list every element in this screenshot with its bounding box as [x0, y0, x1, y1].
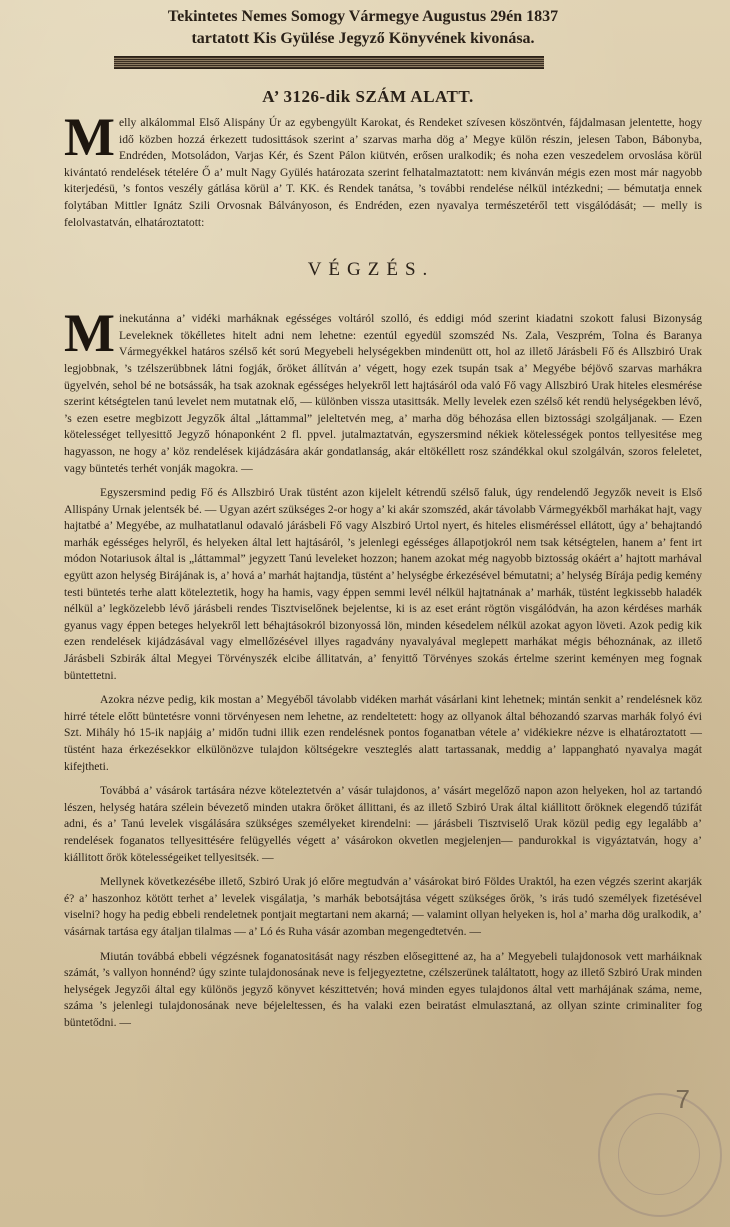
case-number: A’ 3126-dik SZÁM ALATT.	[262, 87, 474, 106]
header-ornament-rule	[114, 56, 544, 69]
document-header	[24, 6, 702, 50]
intro-dropcap: M	[64, 107, 115, 167]
paragraph-6: Miután továbbá ebbeli végzésnek foganatositását nagy részben elősegittené az, ha a’ Megyebeli tulajdonosok vett marháiknak számát, ’s vallyon honnénd? úgy szinte tulajdonosának neve is feljegyeztetne, czélszerünek találtatott, hogy az illető Szbiró Urak minden helységek Jegyzői által egy különös jegyző könyvet készittetvén; hová minden egyes tulajdonos által vett marhájának száma, neme, száma ’s jelenlegi tulajdonosának neve béjeleltessen, és ha valaki ezen beiratást elmulasztaná, az ollyan szinte criminaliter fog büntetődni. —	[64, 949, 702, 1029]
decision-text: inekutánna a’ vidéki marháknak egésséges voltáról szolló, és eddigi mód szerint kiadatni szokott falusi Bizonyság Leveleknek tökélletes hitelt adni nem lehetne: ezentúl egyedül szomszéd Ns. Zala, Veszprém, Tolna és Baranya Vármegyékkel határos szélső két sorú Megyebeli helységekben mindenütt ott, hol az illető Járásbeli Fő és Allszbiró Urak legjobbnak, ’s tzélszerübbnek látni fogják, őröket állítván a’ végett, hogy ezek tsupán tsak a’ Megyébe béjövő szarvas marhákra ügyelvén, sehol bé ne botsássák, ha tsak azoknak egésséges helyekről lett hajtásáról oda való Fő vagy Allszbiró Urak hiteles elesmérése szerint kétségtelen tanú levelet nem mutatnak elő, — különben vissza utasittsák. Melly levelek ezen szélső két rendü helységekben lévő, ’s ezen esetre megbizott Jegyzők által „láttammal” jeleltetvén meg, a’ marha dög béhozása ellen biztossági szolgáljanak. — Ezen kötelességet tellyesittő Jegyző hónaponként 2 fl. ppvel. jutalmaztatván, egyszersmind nékiek kötelességek pontos tellyesitése meg hagyasson, ne hogy a’ köz rendelések kijádzására akár gondatlanság, akár eltökéllett rosz szándékkal okul szolgálván, szoros feleletet, vagy büntetés terhét vonják magokra. —	[64, 312, 702, 475]
library-stamp	[598, 1093, 722, 1217]
paragraph-5: Mellynek következésébe illető, Szbiró Urak jó előre megtudván a’ vásárokat biró Földes Uraktól, ha ezen végzés szerint akarják é? a’ haszonhoz kötött terhet a’ levelek visgálatja, ’s marhák bebotsájtása végett szükséges őrök, ’s irás tudó személyek fizetésével viselni? hogy ha pedig ebbeli rendeletnek pontjait megtartani nem akarná; — valamint ollyan helyeken is, hol a’ marha dög uralkodik, a’ vásárnak tartása egy átaljan tilalmas — a’ Ló és Ruha vásár azomban megengedtetvén. —	[64, 875, 702, 938]
paragraph-2: Egyszersmind pedig Fő és Allszbiró Urak tüstént azon kijelelt kétrendű szélső faluk, úgy rendelendő Jegyzők neveit is Első Allispány Urnak jelentsék bé. — Ugyan azért szükséges 2-or hogy a’ ki akár szomszéd, akár távolabb Vármegyékből marhákat hajt, vagy hajtatbé a’ Megyébe, az mulhatatlanul odavaló járásbeli Fő vagy Alszbiró Urtol nyert, és hiteles elisméréssel ellátott, úgy a’ behajtandó marhák egésséges helyről, és helyeken által lett hajtásáról, ’s jelenlegi egésséges állapotjokról nem tsak kétségtelen, hanem a’ fent irt módon Notariusok által is „láttammal” jegyzett Tanú leveleket hozzon; hanem azokat még nagyobb biztosság okáért a’ hajtott marhával együtt azon helység Birájának is, a’ hová a’ marhát hajtandja, tüstént a’ helységbe érkezésével bémutatni; a’ helység Bírája pedig kemény testi büntetés terhe alatt köteleztetik, hogy ha hamis, vagy éppen semmi levél nélkül hajtatnának a’ marhák, tüstént legkissebb haladék nélkül a’ legközelebb lévő járásbeli rendes Tisztviselőnek bejelentse, ki is az eset eránt rögtön visgálódván, ha azon kérdéses marhák gyanus vagy éppen beteges helyekről lett béhajtásokról bizonyossá lön, minden késedelem nélkül azokat agyon löveti. Azok pedig kik ezen rendelések kijádzásával vagy elmellőzésével illyes ragadvány nyavalyával meglepett marhákat mégis béhoznának, az illető Járásbeli Szbirák által Megyei Törvényszék elcibe állitatván, a’ fenyittő Törvényes szokás értelme szerint keményen meg fognak büntettetni.	[64, 486, 702, 682]
decision-paragraph	[64, 303, 702, 477]
paragraph-3: Azokra nézve pedig, kik mostan a’ Megyéből távolabb vidéken marhát vásárlani kint lehetnek; mintán senkit a’ rendelésnek köz hirré tétele előtt büntetésre vonni törvényesen nem lehetne, az rendeltetett: hogy az ollyanok által béhozandó szarvas marhák folyó évi Szt. Mihály hó 15-ik napjáig a’ midőn tudni illik ezen rendelésnek pontos foganatban vétele a’ vidékiekre nézve is elhatároztatott — tüstént haza érkezésekkor elkülönözve tulajdon költségekre veszteglés alatt tartassanak, meddig a’ lappangható nyavalya magát kifejtheti.	[64, 693, 702, 773]
header-line-2: tartatott Kis Gyülése Jegyző Könyvének kivonása.	[191, 30, 535, 47]
decision-dropcap: M	[64, 303, 115, 364]
section-title: VÉGZÉS.	[307, 259, 435, 281]
paragraph-4: Továbbá a’ vásárok tartására nézve köteleztetvén a’ vásár tulajdonos, a’ vásárt megelőző napon azon helyeken, hol az tartandó lészen, helység határa szélein bévezető minden utakra őröket állittani, és az illető Szbiró Urak által kiállitott őröknek elegendő túzifát adni, és a’ Tanú levelek visgálására szükséges személyeket kirendelni: — járásbeli Tisztviselő Urak közül pedig egy legalább a’ rendelések foganatos tellyesittésére felügyellés végett a’ vásárokon okvetlen megjelenjen— pandurokkal is vigyáztatván, hogy a’ kiállitott őrök kötelességeiket tellyesitsék. —	[64, 784, 702, 864]
intro-paragraph	[64, 107, 702, 231]
header-line-1: Tekintetes Nemes Somogy Vármegye Augustus 29én 1837	[167, 8, 559, 25]
page-number: 7	[675, 1084, 690, 1114]
intro-text: elly alkálommal Első Alispány Úr az egybengyült Karokat, és Rendeket szívesen köszöntvén, fájdalmasan jelentette, hogy idő közben hozzá érkezett tudosittások szerint a’ szarvas marha dög a’ Megye külön részin, jelesen Tabon, Bábonyba, Endréden, Motsoládon, Varjas Kér, és Szent Pálon kiütvén, erősen uralkodik; és noha ezen veszedelem orvoslása körül kivántató rendelések tételére Ő a’ mult Nagy Gyülés határozata szerint felhatalmaztatott: nem kivánván mégis ezen most már nagyobb kiterjedésü, ’s fontos veszély gátlása körül a’ T. KK. és Rendek tanátsa, ’s további rendelése nélkül intézkedni; — bémutatja ennek folytában Mittler Ignátz Szili Orvosnak Bálványoson, és Endréden, ezen nyavalya természetéről tett visgálódását; — melly is felolvastatván, elhatároztatott:	[64, 116, 702, 229]
